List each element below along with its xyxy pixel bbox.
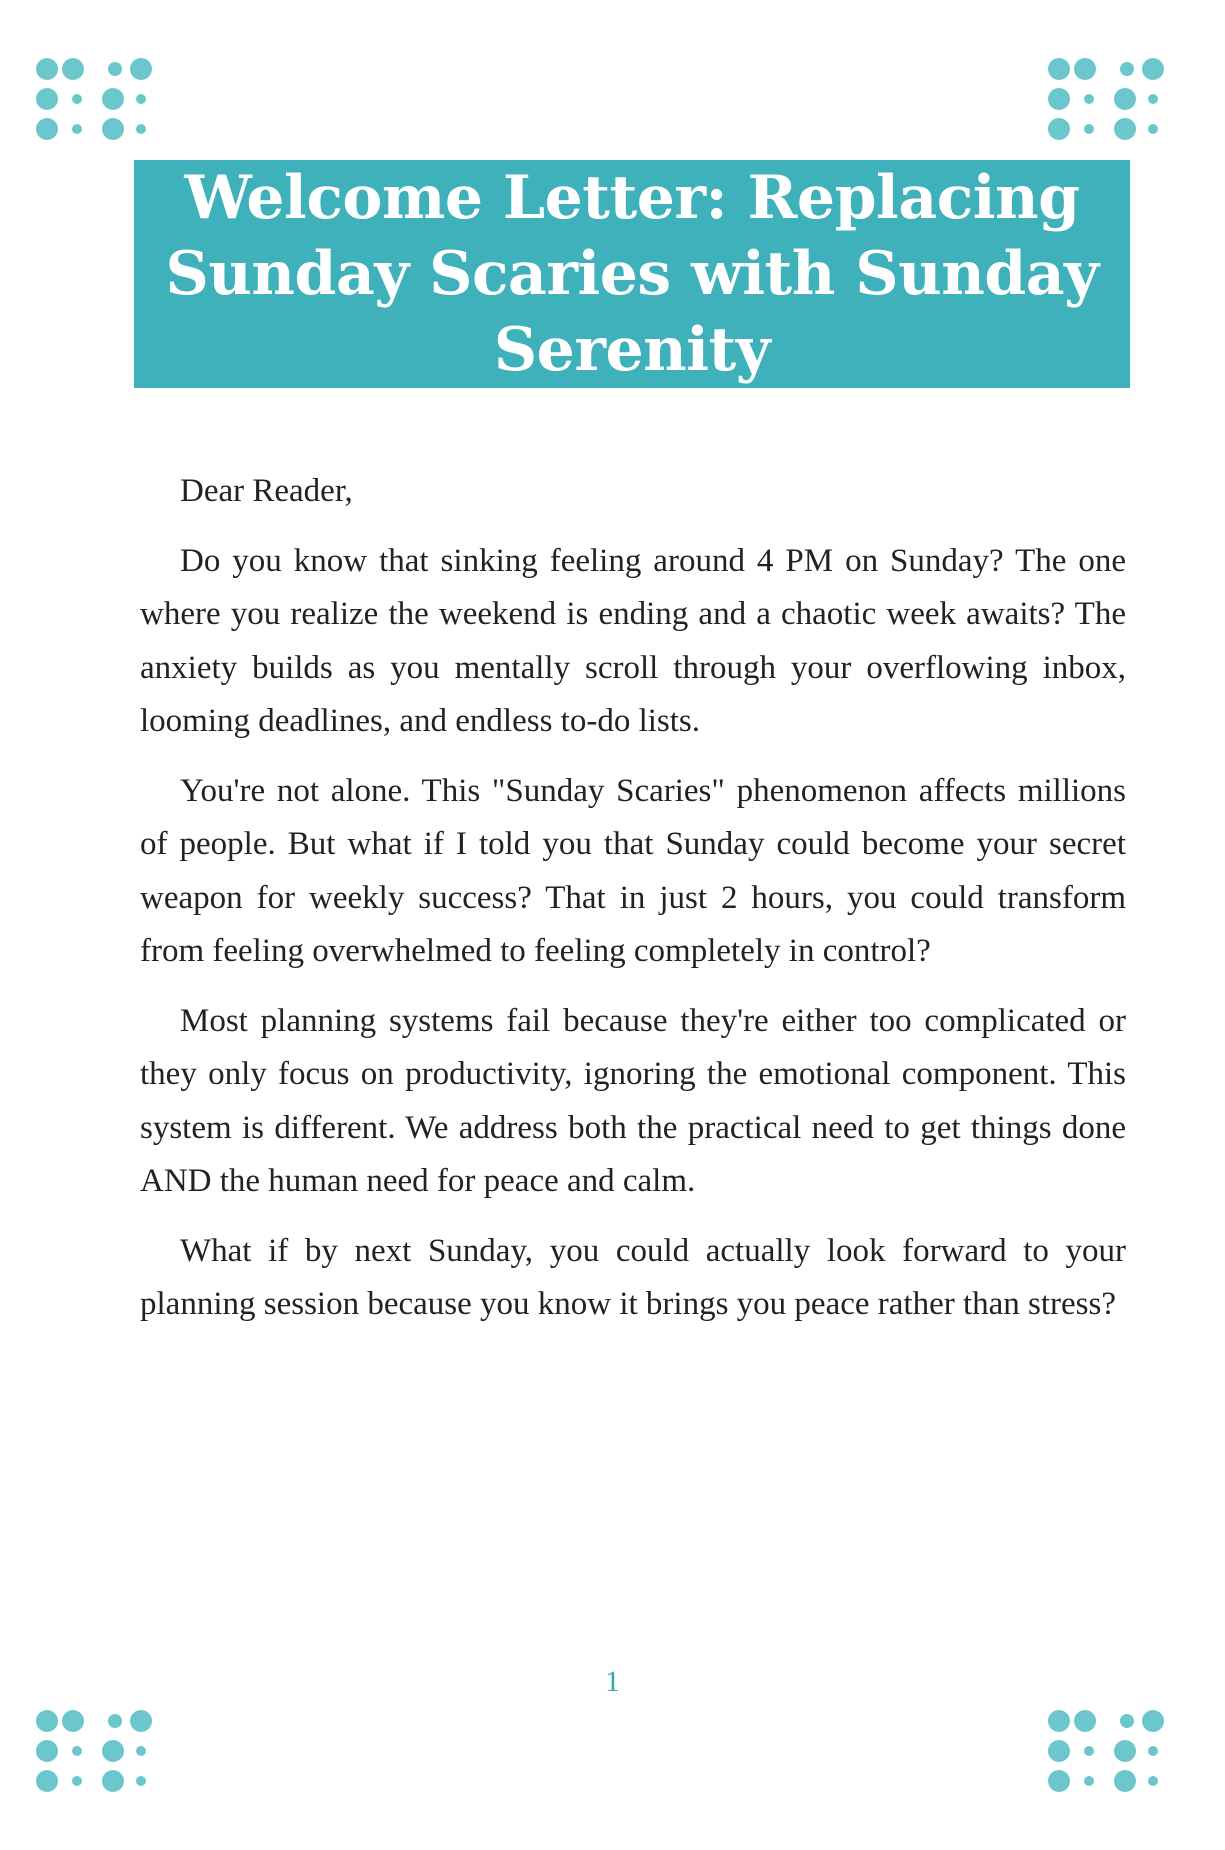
page-title: Welcome Letter: Replacing Sunday Scaries with Sunday Serenity xyxy=(165,163,1099,385)
dot-pattern-top-left xyxy=(36,58,168,158)
paragraph: Most planning systems fail because they're either too complicated or they only focus on productivity, ignoring the emotional component. This system is different. We address both the practical need to get things done AND the human need for peace and calm. xyxy=(140,1002,1126,1199)
decorative-dot xyxy=(1084,94,1094,104)
decorative-dot xyxy=(1114,1740,1136,1762)
decorative-dot xyxy=(62,1710,84,1732)
decorative-dot xyxy=(1074,1710,1096,1732)
decorative-dot xyxy=(102,88,124,110)
decorative-dot xyxy=(108,62,122,76)
decorative-dot xyxy=(1114,118,1136,140)
decorative-dot xyxy=(1048,58,1070,80)
decorative-dot xyxy=(1114,1770,1136,1792)
title-banner xyxy=(134,160,1130,388)
decorative-dot xyxy=(36,1740,58,1762)
salutation: Dear Reader, xyxy=(180,473,353,509)
decorative-dot xyxy=(108,1714,122,1728)
letter-body xyxy=(140,465,1126,1348)
decorative-dot xyxy=(1142,58,1164,80)
decorative-dot xyxy=(36,1770,58,1792)
decorative-dot xyxy=(130,1710,152,1732)
dot-pattern-bottom-right xyxy=(1048,1710,1180,1810)
decorative-dot xyxy=(136,1776,146,1786)
decorative-dot xyxy=(1074,58,1096,80)
dot-pattern-top-right xyxy=(1048,58,1180,158)
decorative-dot xyxy=(1148,94,1158,104)
decorative-dot xyxy=(1048,1740,1070,1762)
decorative-dot xyxy=(136,1746,146,1756)
decorative-dot xyxy=(62,58,84,80)
decorative-dot xyxy=(1120,62,1134,76)
decorative-dot xyxy=(1048,88,1070,110)
decorative-dot xyxy=(1148,124,1158,134)
decorative-dot xyxy=(1048,1710,1070,1732)
decorative-dot xyxy=(36,58,58,80)
decorative-dot xyxy=(36,118,58,140)
decorative-dot xyxy=(36,88,58,110)
decorative-dot xyxy=(130,58,152,80)
paragraph: You're not alone. This "Sunday Scaries" phenomenon affects millions of people. But what if I told you that Sunday could become your secret weapon for weekly success? That in just 2 hours, you could transform from feeling overwhelmed to feeling completely in control? xyxy=(140,772,1126,969)
paragraph: Do you know that sinking feeling around 4 PM on Sunday? The one where you realize the weekend is ending and a chaotic week awaits? The anxiety builds as you mentally scroll through your overflowing inbox, looming deadlines, and endless to-do lists. xyxy=(140,542,1126,739)
decorative-dot xyxy=(1148,1746,1158,1756)
decorative-dot xyxy=(1114,88,1136,110)
decorative-dot xyxy=(1142,1710,1164,1732)
decorative-dot xyxy=(1120,1714,1134,1728)
decorative-dot xyxy=(136,94,146,104)
decorative-dot xyxy=(102,118,124,140)
dot-pattern-bottom-left xyxy=(36,1710,168,1810)
decorative-dot xyxy=(1084,1746,1094,1756)
page-number: 1 xyxy=(605,1665,620,1698)
decorative-dot xyxy=(1148,1776,1158,1786)
paragraph: What if by next Sunday, you could actually look forward to your planning session because you know it brings you peace rather than stress? xyxy=(140,1232,1126,1322)
decorative-dot xyxy=(1084,124,1094,134)
decorative-dot xyxy=(1048,118,1070,140)
decorative-dot xyxy=(136,124,146,134)
decorative-dot xyxy=(72,124,82,134)
decorative-dot xyxy=(72,1746,82,1756)
decorative-dot xyxy=(102,1770,124,1792)
decorative-dot xyxy=(72,1776,82,1786)
decorative-dot xyxy=(102,1740,124,1762)
decorative-dot xyxy=(36,1710,58,1732)
decorative-dot xyxy=(72,94,82,104)
decorative-dot xyxy=(1084,1776,1094,1786)
decorative-dot xyxy=(1048,1770,1070,1792)
